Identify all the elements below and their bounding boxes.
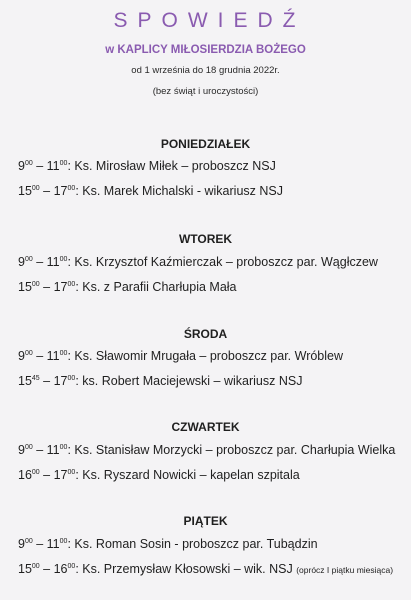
- date-range: od 1 września do 18 grudnia 2022r.: [131, 65, 280, 76]
- day-heading-monday: PONIEDZIAŁEK: [160, 137, 251, 151]
- schedule-entry: $15^{00} - 17^{00}$: Ks. z Parafii Charłupia Mała: [18, 280, 237, 294]
- page-title: SPOWIEDŹ: [113, 9, 306, 32]
- schedule-entry: $15^{00} - 17^{00}$: Ks. Marek Michalski - wikariusz NSJ: [18, 184, 283, 198]
- schedule-entry: $15^{00} - 16^{00}$: Ks. Przemysław Kłosowski – wik. NSJ (oprócz I piątku miesiąca): [18, 562, 394, 576]
- day-heading-friday: PIĄTEK: [183, 514, 228, 528]
- holiday-note: (bez świąt i uroczystości): [152, 86, 259, 97]
- first-friday-note: (oprócz I piątku miesiąca): [296, 565, 394, 575]
- schedule-entry: $16^{00} - 17^{00}$: Ks. Ryszard Nowicki – kapelan szpitala: [18, 468, 300, 482]
- page-subtitle: w KAPLICY MIŁOSIERDZIA BOŻEGO: [105, 44, 306, 56]
- day-heading-thursday: CZWARTEK: [171, 420, 240, 434]
- day-heading-wednesday: ŚRODA: [183, 327, 228, 341]
- schedule-entry: $9^{00} - 11^{00}$: Ks. Roman Sosin - proboszcz par. Tubądzin: [18, 537, 318, 551]
- schedule-entry: $9^{00} - 11^{00}$: Ks. Mirosław Miłek – proboszcz NSJ: [18, 159, 276, 173]
- schedule-entry: $9^{00} - 11^{00}$: Ks. Sławomir Mrugała – proboszcz par. Wróblew: [18, 349, 344, 363]
- schedule-entry: $9^{00} - 11^{00}$: Ks. Krzysztof Kaźmierczak – proboszcz par. Wągłczew: [18, 255, 378, 269]
- day-heading-tuesday: WTOREK: [178, 232, 233, 246]
- schedule-entry: $9^{00} - 11^{00}$: Ks. Stanisław Morzycki – proboszcz par. Charłupia Wielka: [18, 443, 396, 457]
- schedule-entry: $15^{45} - 17^{00}$: ks. Robert Maciejewski – wikariusz NSJ: [18, 374, 303, 388]
